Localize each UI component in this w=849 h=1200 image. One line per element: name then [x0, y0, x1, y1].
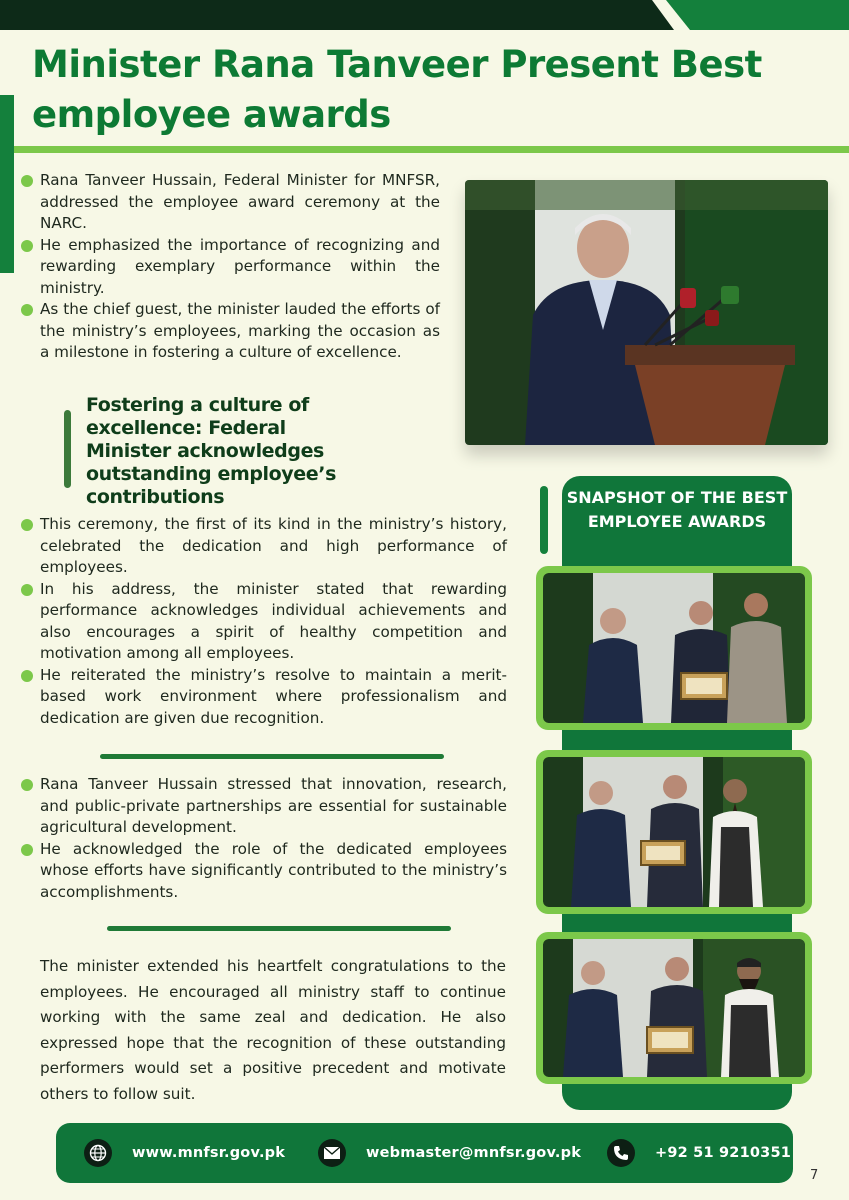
bullet-dot-icon — [20, 239, 34, 253]
title-underline — [14, 146, 849, 153]
list-item: He emphasized the importance of recognizing and rewarding exemplary performance within the ministry. — [20, 235, 440, 300]
left-accent-bar — [0, 95, 14, 273]
list-item: This ceremony, the first of its kind in the ministry’s history, celebrated the dedication and high performance of employees. — [20, 514, 507, 579]
list-item: In his address, the minister stated that rewarding performance acknowledges individual achievements and also encourages a spirit of healthy competition and motivation among all employees. — [20, 579, 507, 665]
top-decorative-band — [0, 0, 849, 30]
website-contact[interactable] — [84, 1139, 285, 1167]
innovation-bullet-list — [20, 774, 507, 903]
section-divider — [100, 754, 444, 759]
website-link[interactable]: www.mnfsr.gov.pk — [132, 1145, 286, 1161]
envelope-icon — [318, 1139, 346, 1167]
list-item: Rana Tanveer Hussain, Federal Minister for MNFSR, addressed the employee award ceremony at the NARC. — [20, 170, 440, 235]
bullet-dot-icon — [20, 778, 34, 792]
list-item: As the chief guest, the minister lauded the efforts of the ministry’s employees, marking the occasion as a milestone in fostering a culture of excellence. — [20, 299, 440, 364]
email-contact[interactable] — [318, 1139, 581, 1167]
list-item: He acknowledged the role of the dedicated employees whose efforts have significantly contributed to the ministry’s accomplishments. — [20, 839, 507, 904]
phone-contact[interactable] — [607, 1139, 791, 1167]
award-photo-1 — [536, 566, 812, 730]
snapshot-accent-bar — [540, 486, 548, 554]
subheading: Fostering a culture of excellence: Federal Minister acknowledges outstanding employee’s contributions — [86, 394, 336, 508]
bullet-dot-icon — [20, 843, 34, 857]
section-divider — [107, 926, 451, 931]
ceremony-bullet-list — [20, 514, 507, 729]
globe-icon — [84, 1139, 112, 1167]
email-link[interactable]: webmaster@mnfsr.gov.pk — [366, 1145, 582, 1161]
subheading-accent-bar — [64, 410, 71, 488]
bullet-dot-icon — [20, 583, 34, 597]
minister-speech-photo — [465, 180, 828, 445]
bullet-dot-icon — [20, 518, 34, 532]
bullet-dot-icon — [20, 303, 34, 317]
award-photo-2 — [536, 750, 812, 914]
award-photo-3 — [536, 932, 812, 1084]
snapshot-title: SNAPSHOT OF THE BEST EMPLOYEE AWARDS — [566, 488, 788, 531]
page-title: Minister Rana Tanveer Present Best employee awards — [32, 43, 762, 136]
list-item: He reiterated the ministry’s resolve to maintain a merit-based work environment where professionalism and dedication are given due recognition. — [20, 665, 507, 730]
contact-footer — [56, 1123, 793, 1183]
phone-link[interactable]: +92 51 9210351 — [655, 1145, 792, 1161]
bullet-dot-icon — [20, 174, 34, 188]
closing-paragraph: The minister extended his heartfelt congratulations to the employees. He encouraged all ministry staff to continue working with the same zeal and dedication. He also expressed hope that the recognition of these outstanding performers would set a positive precedent and motivate others to follow suit. — [40, 957, 506, 1103]
bullet-dot-icon — [20, 669, 34, 683]
list-item: Rana Tanveer Hussain stressed that innovation, research, and public-private partnerships are essential for sustainable agricultural development. — [20, 774, 507, 839]
phone-icon — [607, 1139, 635, 1167]
page-number: 7 — [810, 1168, 819, 1183]
intro-bullet-list — [20, 170, 440, 364]
